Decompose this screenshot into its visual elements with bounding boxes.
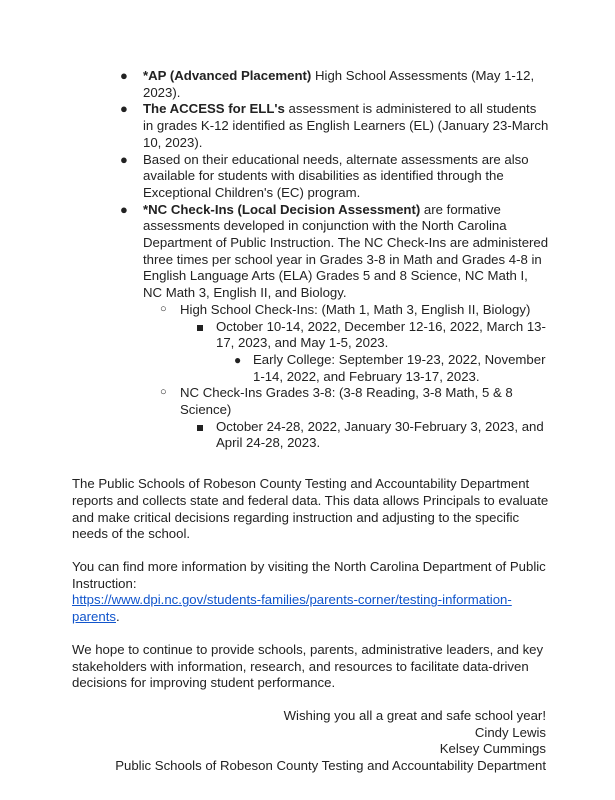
bullet-icon: ● (120, 68, 128, 83)
paragraph-hope: We hope to continue to provide schools, parents, administrative leaders, and key stakeholders with information, research, and resources to facilitate data-driven decisions for improving student performance. (72, 641, 544, 691)
signer-name: Kelsey Cummings (439, 741, 546, 757)
list-item-ap (72, 68, 550, 101)
circle-bullet-icon: ○ (160, 302, 167, 315)
square-bullet-icon (197, 425, 203, 431)
paragraph-department: The Public Schools of Robeson County Testing and Accountability Department reports and collects state and federal data. This data allows Principals to evaluate and make critical decisions regarding instruction and adjusting to the specific needs of the school. (72, 476, 549, 542)
sub-item-grades-3-8 (72, 385, 550, 418)
bold-label: The ACCESS for ELL's (143, 101, 285, 117)
signer-name: Cindy Lewis (474, 724, 546, 740)
assessment-list (72, 68, 550, 452)
paragraph-more-info (72, 559, 550, 626)
item-text: October 24-28, 2022, January 30-February 3, 2023, and April 24-28, 2023. (216, 418, 544, 451)
bold-label: *NC Check-Ins (Local Decision Assessment) (143, 201, 421, 217)
item-text: are formative assessments developed in conjunction with the North Carolina Department of Public Instruction. The NC Check-Ins are administered three times per school year in Grades 3-8 in Math and Grades 4-8 in English Language Arts (ELA) Grades 5 and 8 Science, NC Math I, NC Math 3, English II, and Biology. (143, 201, 549, 301)
document-page (72, 68, 550, 775)
circle-bullet-icon: ○ (160, 386, 167, 399)
square-bullet-icon (197, 325, 203, 331)
item-text: High School Check-Ins: (Math 1, Math 3, English II, Biology) (180, 301, 531, 317)
item-text: Early College: September 19-23, 2022, November 1-14, 2022, and February 13-17, 2023. (253, 351, 546, 384)
bullet-icon: ● (120, 151, 128, 167)
period: . (116, 609, 120, 625)
item-text: NC Check-Ins Grades 3-8: (3-8 Reading, 3-8 Math, 5 & 8 Science) (180, 385, 513, 418)
closing: Wishing you all a great and safe school year! (283, 707, 546, 723)
item-text: Based on their educational needs, alternate assessments are also available for students with disabilities as identified through the Exceptional Children's (EC) program. (143, 151, 529, 200)
item-text: High School Assessments (May 1-12, 2023). (143, 68, 535, 100)
list-item-access (72, 101, 550, 151)
bullet-icon: ● (120, 201, 128, 217)
list-item-alternate (72, 152, 550, 202)
bullet-icon: ● (234, 352, 242, 367)
bold-label: *AP (Advanced Placement) (143, 68, 312, 83)
sub-item-early-college (72, 352, 550, 385)
sub-item-g38-dates (72, 419, 550, 452)
bullet-icon: ● (120, 101, 128, 117)
sub-item-high-school (72, 302, 550, 319)
department-name: Public Schools of Robeson County Testing and Accountability Department (115, 758, 546, 774)
item-text: October 10-14, 2022, December 12-16, 2022, March 13-17, 2023, and May 1-5, 2023. (216, 318, 546, 351)
item-text: assessment is administered to all students in grades K-12 identified as English Learners (EL) (January 23-March 10, 2023). (143, 101, 549, 150)
paragraph-text: You can find more information by visiting the North Carolina Department of Public Instruction: (72, 558, 546, 591)
list-item-check-ins (72, 202, 550, 302)
dpi-link[interactable]: https://www.dpi.nc.gov/students-families/parents-corner/testing-information-parents (72, 592, 512, 625)
sub-item-hs-dates (72, 319, 550, 352)
signature-block (72, 708, 550, 775)
